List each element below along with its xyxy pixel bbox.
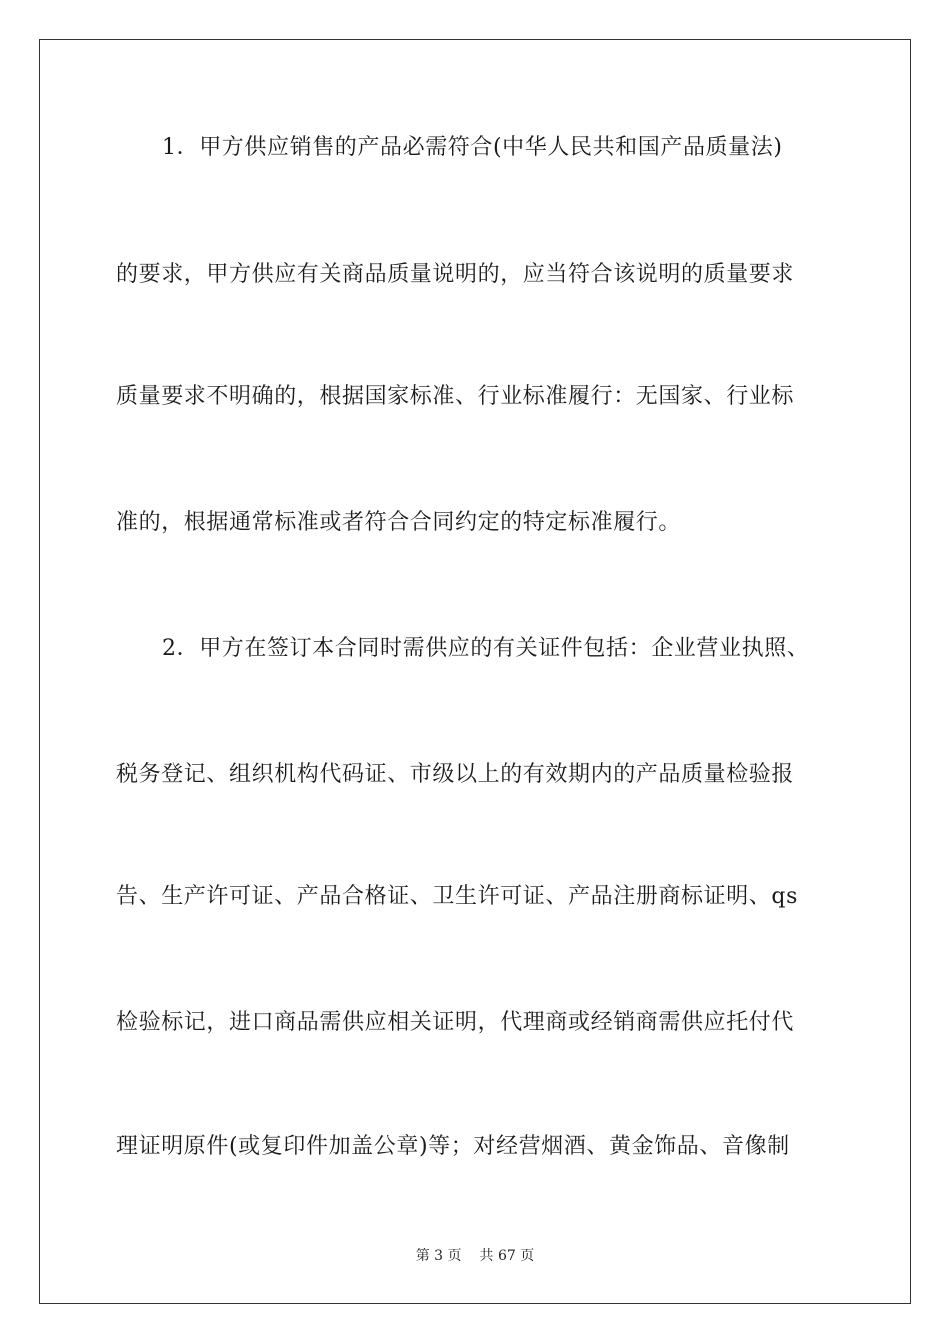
paragraph-2-line-2: 税务登记、组织机构代码证、市级以上的有效期内的产品质量检验报	[116, 762, 795, 787]
paragraph-2-line-1: 2．甲方在签订本合同时需供应的有关证件包括：企业营业执照、	[162, 636, 810, 661]
paragraph-2-line-4: 检验标记，进口商品需供应相关证明，代理商或经销商需供应托付代	[116, 1010, 795, 1035]
paragraph-1-line-4: 准的，根据通常标准或者符合合同约定的特定标准履行。	[116, 510, 682, 535]
page-border	[39, 39, 911, 1304]
paragraph-1-line-2: 的要求，甲方供应有关商品质量说明的，应当符合该说明的质量要求	[116, 262, 795, 287]
paragraph-2-line-3: 告、生产许可证、产品合格证、卫生许可证、产品注册商标证明、qs	[116, 884, 798, 909]
paragraph-2-line-5: 理证明原件(或复印件加盖公章)等；对经营烟酒、黄金饰品、音像制	[116, 1134, 790, 1159]
page-footer	[0, 1246, 950, 1266]
paragraph-1-line-3: 质量要求不明确的，根据国家标准、行业标准履行：无国家、行业标	[116, 384, 795, 409]
paragraph-1-line-1: 1．甲方供应销售的产品必需符合(中华人民共和国产品质量法)	[162, 135, 783, 160]
page-total: 共 67 页	[479, 1248, 535, 1264]
page-number: 第 3 页	[415, 1248, 462, 1264]
